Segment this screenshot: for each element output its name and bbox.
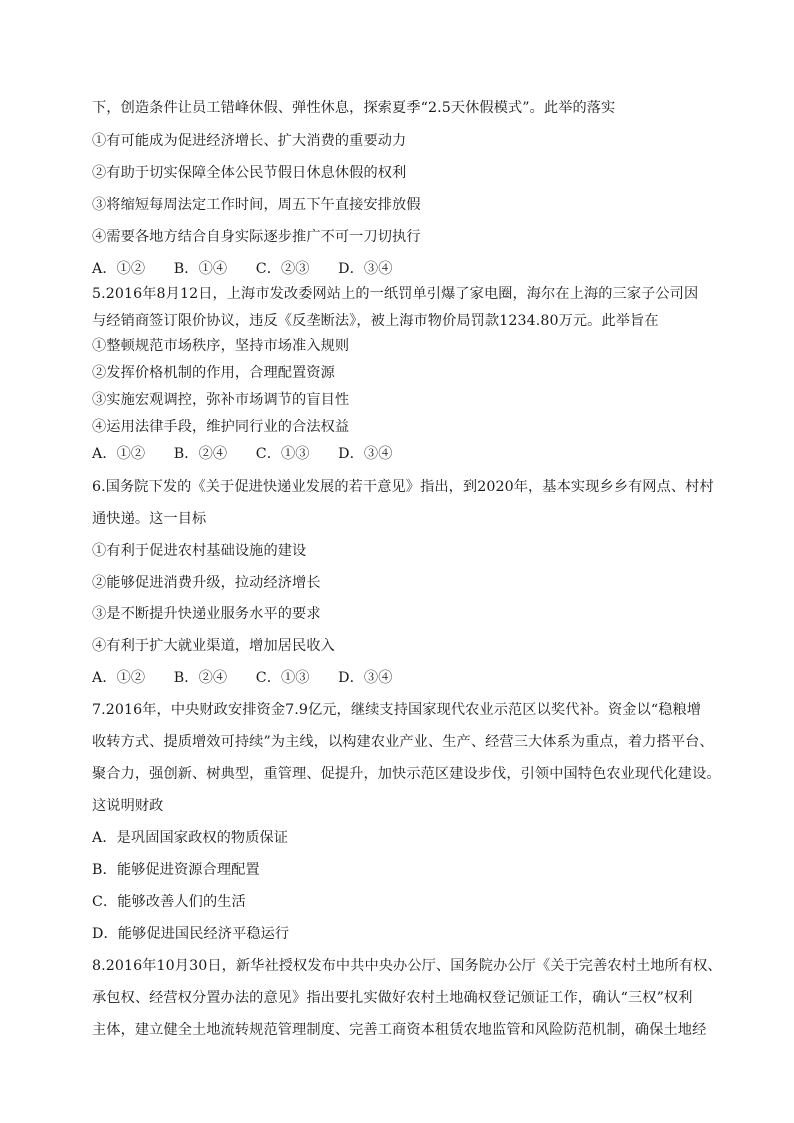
question-5-stem: 与经销商签订限价协议，违反《反垄断法》，被上海市物价局罚款1234.80万元。此举旨在	[92, 313, 659, 329]
question-5-stem: 5.2016年8月12日，上海市发改委网站上的一纸罚单引爆了家电圈，海尔在上海的三家子公司因	[92, 286, 699, 302]
option-line: ②能够促进消费升级，拉动经济增长	[92, 575, 321, 591]
option-line: ③将缩短每周法定工作时间，周五下午直接安排放假	[92, 197, 421, 213]
option-line: ④有利于扩大就业渠道，增加居民收入	[92, 638, 335, 654]
question-8-stem: 主体，建立健全土地流转规范管理制度、完善工商资本租赁农地监管和风险防范机制，确保土地经	[92, 1022, 707, 1038]
answer-choices: A．①② B．②④ C．①③ D．③④	[92, 446, 393, 462]
answer-choices: A．①② B．①④ C．②③ D．③④	[92, 261, 393, 277]
option-line: D．能够促进国民经济平稳运行	[92, 926, 290, 942]
option-line: B．能够促进资源合理配置	[92, 862, 260, 878]
option-line: ②发挥价格机制的作用，合理配置资源	[92, 365, 335, 381]
option-line: ④运用法律手段，维护同行业的合法权益	[92, 419, 350, 435]
question-7-stem: 7.2016年，中央财政安排资金7.9亿元，继续支持国家现代农业示范区以奖代补。资金以“稳粮增	[92, 702, 702, 718]
question-6-stem: 通快递。这一目标	[92, 511, 207, 527]
question-7-stem: 这说明财政	[92, 798, 164, 814]
text-line: 下，创造条件让员工错峰休假、弹性休息，探索夏季“2.5天休假模式”。此举的落实	[92, 100, 616, 116]
option-line: A．是巩固国家政权的物质保证	[92, 830, 289, 846]
question-7-stem: 聚合力，强创新、树典型，重管理、促提升，加快示范区建设步伐，引领中国特色农业现代化建设。	[92, 766, 721, 782]
question-8-stem: 承包权、经营权分置办法的意见》指出要扎实做好农村土地确权登记颁证工作，确认“三权”权利	[92, 990, 693, 1006]
option-line: ①有利于促进农村基础设施的建设	[92, 543, 307, 559]
option-line: ④需要各地方结合自身实际逐步推广不可一刀切执行	[92, 229, 421, 245]
option-line: ①整顿规范市场秩序，坚持市场准入规则	[92, 338, 350, 354]
option-line: ①有可能成为促进经济增长、扩大消费的重要动力	[92, 133, 407, 149]
option-line: ②有助于切实保障全体公民节假日休息休假的权利	[92, 165, 407, 181]
option-line: ③是不断提升快递业服务水平的要求	[92, 606, 321, 622]
answer-choices: A．①② B．②④ C．①③ D．③④	[92, 670, 393, 686]
option-line: C．能够改善人们的生活	[92, 894, 246, 910]
question-7-stem: 收转方式、提质增效可持续”为主线，以构建农业产业、生产、经营三大体系为重点，着力搭平台、	[92, 734, 714, 750]
question-8-stem: 8.2016年10月30日，新华社授权发布中共中央办公厅、国务院办公厅《关于完善农村土地所有权、	[92, 958, 722, 974]
question-6-stem: 6.国务院下发的《关于促进快递业发展的若干意见》指出，到2020年，基本实现乡乡有网点、村村	[92, 479, 714, 495]
option-line: ③实施宏观调控，弥补市场调节的盲目性	[92, 392, 350, 408]
